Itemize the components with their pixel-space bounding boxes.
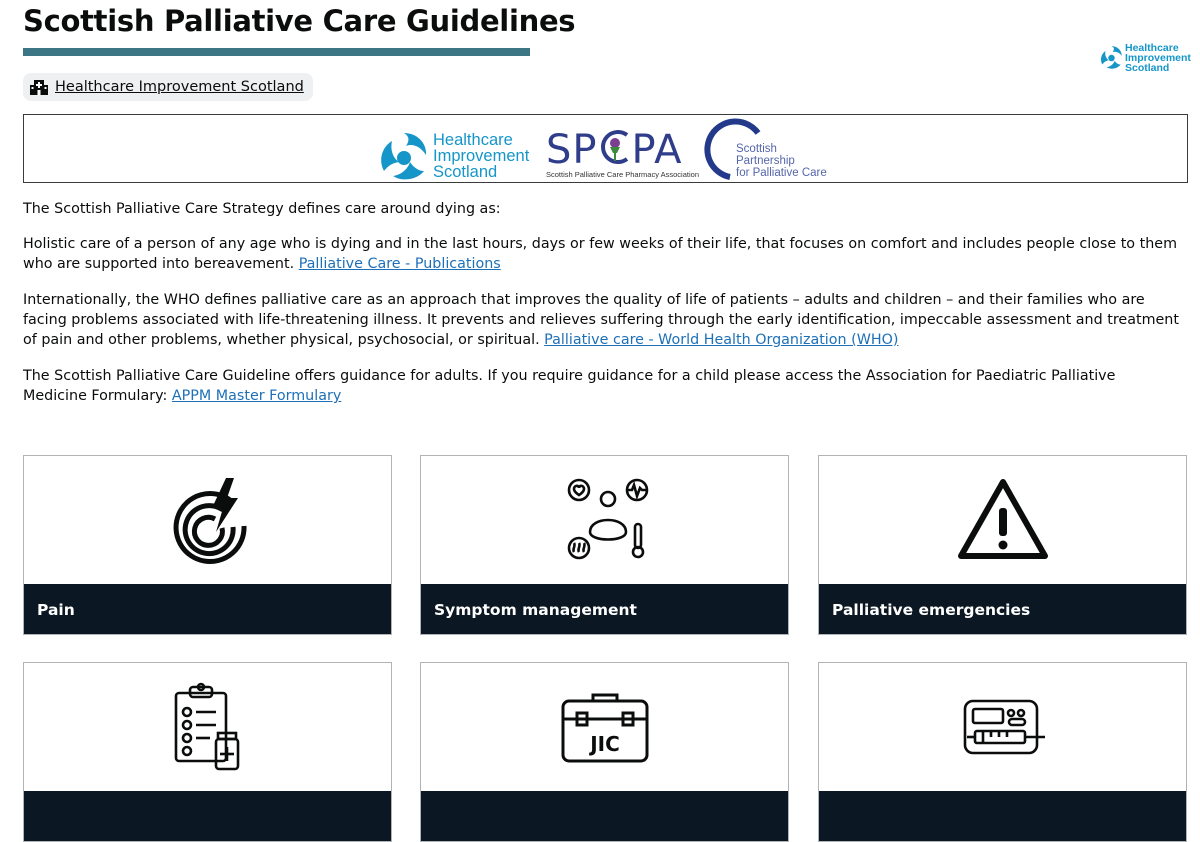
intro-paragraph-3: Internationally, the WHO defines palliative care as an approach that improves the quality of life of patients – adults and children – and their families who are facing problems associated with life-threatening illness. It prevents and relieves suffering through the early identification, impeccable assessment and treatment of pain and other problems, whether physical, psychosocial, or spiritual. Palliative care - World Health Organization (WHO) (23, 292, 1179, 348)
title-underline-bar (23, 48, 530, 56)
card-just-in-case-label (421, 791, 788, 842)
thistle-c-icon (598, 129, 632, 165)
intro-paragraph-1: The Scottish Palliative Care Strategy defines care around dying as: (23, 201, 501, 217)
healthcare-improvement-scotland-logo-icon (379, 131, 429, 181)
spcpa-logo (546, 125, 699, 181)
spcpa-subtitle: Scottish Palliative Care Pharmacy Association (546, 170, 699, 179)
warning-triangle-icon (955, 472, 1051, 568)
page-title: Scottish Palliative Care Guidelines (23, 4, 576, 38)
symptom-management-icon (557, 472, 653, 568)
card-symptom-management-label: Symptom management (421, 584, 788, 635)
hospital-icon (30, 79, 48, 95)
organisation-link-chip[interactable] (23, 73, 313, 101)
card-syringe-pump[interactable] (818, 662, 1187, 842)
intro-paragraph-2: Holistic care of a person of any age who is dying and in the last hours, days or few weeks of their life, that focuses on comfort and includes people close to them who are supported into bereavement. Palliative Care - Publications (23, 236, 1177, 272)
healthcare-improvement-scotland-logo-icon (1098, 44, 1125, 71)
partner-logos-banner (23, 114, 1188, 183)
intro-paragraph-4: The Scottish Palliative Care Guideline offers guidance for adults. If you require guidance for a child please access the Association for Paediatric Palliative Medicine Formulary: APPM Master Formulary (23, 368, 1116, 404)
card-palliative-emergencies[interactable] (818, 455, 1187, 635)
card-medication-review[interactable] (23, 662, 392, 842)
card-symptom-management[interactable] (420, 455, 789, 635)
jic-box-icon (557, 679, 653, 775)
svg-text:JIC: JIC (589, 732, 620, 756)
corner-logo-text: Healthcare Improvement Scotland (1125, 42, 1191, 74)
sppc-logo-text: Scottish Partnership for Palliative Care (736, 143, 827, 179)
sppc-logo (700, 115, 830, 183)
clipboard-medication-icon (160, 679, 256, 775)
syringe-driver-icon (955, 679, 1051, 775)
card-just-in-case[interactable] (420, 662, 789, 842)
card-syringe-pump-label (819, 791, 1186, 842)
palliative-care-publications-link[interactable]: Palliative Care - Publications (298, 256, 501, 272)
spcpa-wordmark: SP PA (546, 127, 683, 173)
card-pain[interactable] (23, 455, 392, 635)
pain-target-icon (160, 472, 256, 568)
appm-master-formulary-link[interactable]: APPM Master Formulary (171, 388, 342, 404)
his-logo-text: Healthcare Improvement Scotland (433, 131, 530, 181)
healthcare-improvement-scotland-corner-logo[interactable] (1098, 43, 1192, 73)
card-palliative-emergencies-label: Palliative emergencies (819, 584, 1186, 635)
card-medication-review-label (24, 791, 391, 842)
card-pain-label: Pain (24, 584, 391, 635)
his-logo (379, 129, 539, 181)
who-palliative-care-link[interactable]: Palliative care - World Health Organization (WHO) (544, 332, 899, 348)
organisation-link-label: Healthcare Improvement Scotland (55, 79, 304, 95)
